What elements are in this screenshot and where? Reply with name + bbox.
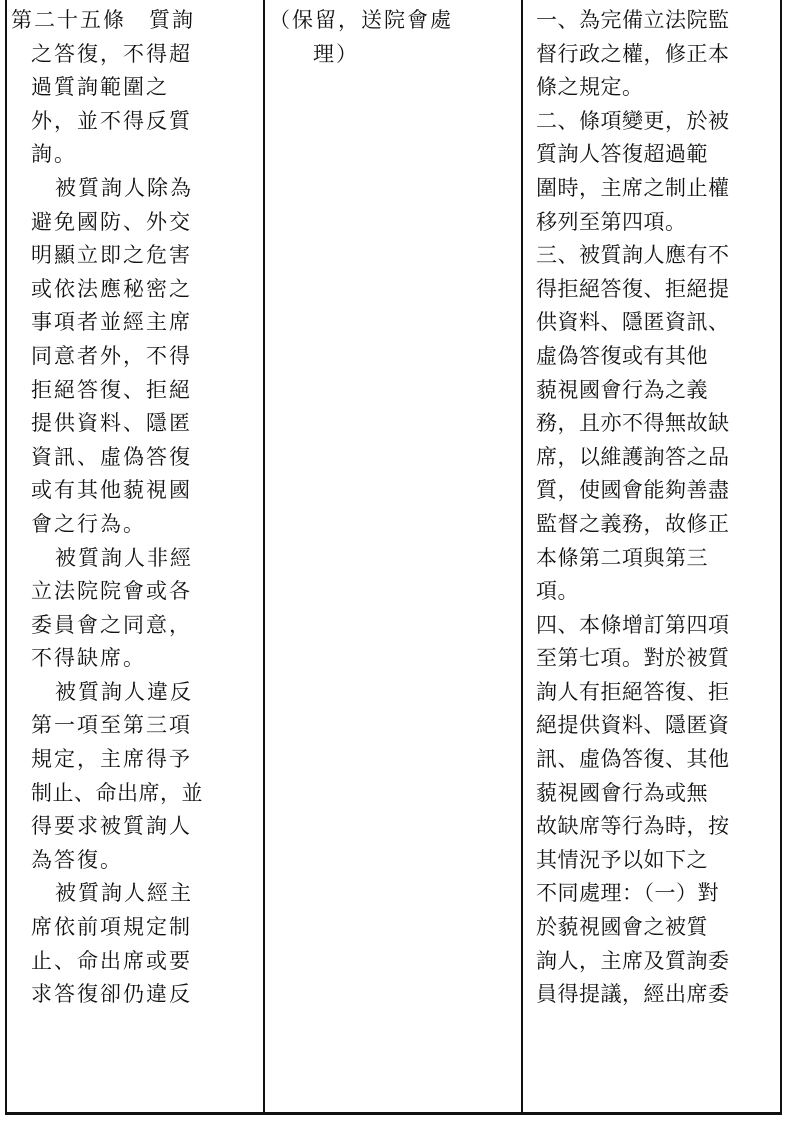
explanation-line: 席，以維護詢答之品 [536, 444, 730, 469]
text-line: 或依法應秘密之 [31, 276, 192, 301]
reserved-note-line: 理） [313, 41, 359, 66]
paragraph-start-line: 被質詢人違反 [55, 679, 193, 704]
text-line: 會之行為。 [31, 511, 146, 536]
text-line: 外，並不得反質 [31, 108, 192, 133]
legislative-comparison-table [5, 0, 782, 1115]
proposed-text-lines [7, 0, 263, 1012]
text-line: 席依前項規定制 [31, 915, 192, 940]
explanation-line: 監督之義務，故修正 [536, 511, 730, 536]
explanation-line: 圍時，主席之制止權 [536, 175, 730, 200]
explanation-line: 其情況予以如下之 [536, 847, 708, 872]
proposed-text-column [6, 0, 264, 1114]
text-line: 拒絕答復、拒絕 [31, 377, 192, 402]
explanation-line: 二、條項變更，於被 [536, 108, 730, 133]
explanation-line: 質，使國會能夠善盡 [536, 478, 730, 503]
explanation-column [522, 0, 781, 1114]
text-line: 之答復，不得超 [31, 41, 192, 66]
text-line: 不得缺席。 [31, 646, 146, 671]
explanation-line: 三、被質詢人應有不 [536, 243, 730, 268]
text-line: 規定，主席得予 [31, 747, 192, 772]
text-line: 或有其他藐視國 [31, 478, 192, 503]
paragraph-start-line: 被質詢人經主 [55, 881, 193, 906]
text-line: 委員會之同意， [31, 612, 192, 637]
explanation-line: 供資料、隱匿資訊、 [536, 310, 730, 335]
text-line: 立法院院會或各 [31, 579, 192, 604]
explanation-line: 條之規定。 [536, 75, 644, 100]
text-line: 明顯立即之危害 [31, 243, 192, 268]
text-line: 為答復。 [31, 847, 123, 872]
explanation-line: 督行政之權，修正本 [536, 41, 730, 66]
reserved-note-line: （保留，送院會處 [269, 8, 453, 32]
text-line: 事項者並經主席 [31, 310, 192, 335]
explanation-line: 詢人有拒絕答復、拒 [536, 679, 730, 704]
explanation-line: 藐視國會行為之義 [536, 377, 708, 402]
explanation-line: 員得提議，經出席委 [536, 982, 730, 1007]
explanation-line: 項。 [536, 579, 579, 604]
explanation-line: 一、為完備立法院監 [536, 8, 730, 32]
explanation-lines [523, 0, 780, 1012]
paragraph-start-line: 被質詢人除為 [55, 175, 193, 200]
explanation-line: 本條第二項與第三 [536, 545, 708, 570]
text-line: 資訊、虛偽答復 [31, 444, 192, 469]
text-line: 過質詢範圍之 [31, 75, 169, 100]
article-heading-line: 第二十五條 質詢 [11, 8, 195, 32]
explanation-line: 移列至第四項。 [536, 209, 687, 234]
explanation-line: 故缺席等行為時，按 [536, 814, 730, 839]
explanation-line: 藐視國會行為或無 [536, 780, 708, 805]
table-row [6, 0, 781, 1114]
explanation-line: 詢人，主席及質詢委 [536, 948, 730, 973]
explanation-line: 四、本條增訂第四項 [536, 612, 730, 637]
resolution-column [264, 0, 522, 1114]
explanation-line: 絕提供資料、隱匿資 [536, 713, 730, 738]
paragraph-start-line: 被質詢人非經 [55, 545, 193, 570]
text-line: 詢。 [31, 142, 77, 167]
text-line: 避免國防、外交 [31, 209, 192, 234]
explanation-line: 務，且亦不得無故缺 [536, 411, 730, 436]
text-line: 求答復卻仍違反 [31, 982, 192, 1007]
explanation-line: 於藐視國會之被質 [536, 915, 708, 940]
resolution-lines [265, 0, 521, 71]
explanation-line: 不同處理：（一）對 [536, 881, 719, 906]
text-line: 提供資料、隱匿 [31, 411, 192, 436]
text-line: 同意者外，不得 [31, 343, 192, 368]
explanation-line: 訊、虛偽答復、其他 [536, 747, 730, 772]
text-line: 得要求被質詢人 [31, 814, 192, 839]
text-line: 制止、命出席，並 [31, 780, 203, 805]
explanation-line: 至第七項。對於被質 [536, 646, 730, 671]
text-line: 第一項至第三項 [31, 713, 192, 738]
text-line: 止、命出席或要 [31, 948, 192, 973]
explanation-line: 虛偽答復或有其他 [536, 343, 708, 368]
explanation-line: 得拒絕答復、拒絕提 [536, 276, 730, 301]
explanation-line: 質詢人答復超過範 [536, 142, 708, 167]
